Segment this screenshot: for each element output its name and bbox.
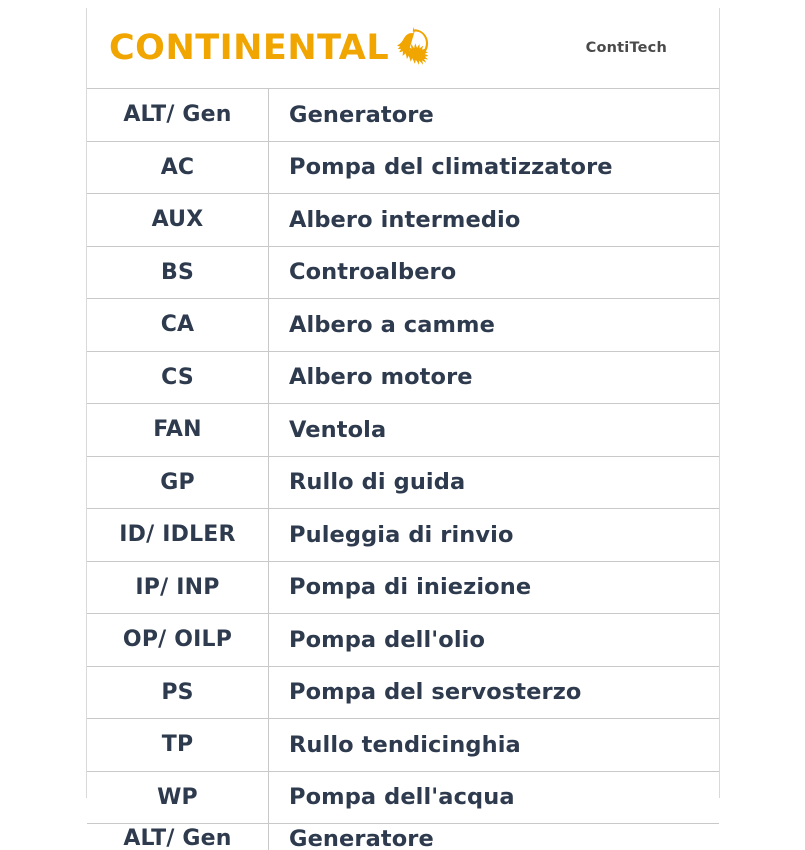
table-row [87,194,719,247]
description-cell: Albero motore [289,364,473,391]
code-cell: CS [87,352,269,404]
description-cell: Pompa di iniezione [289,574,532,601]
catalog-sheet [86,8,720,850]
code-cell: BS [87,247,269,299]
code-cell: CA [87,299,269,351]
sub-brand-label: ContiTech [585,40,667,56]
description-cell: Controalbero [289,259,457,286]
table-row [87,142,719,195]
description-cell: Generatore [289,826,434,850]
description-cell: Pompa del climatizzatore [289,154,613,181]
description-cell: Puleggia di rinvio [289,521,514,548]
table-row [87,299,719,352]
description-cell: Albero a camme [289,311,495,338]
table-row [87,667,719,720]
description-cell: Pompa dell'acqua [289,784,515,811]
code-cell: AC [87,142,269,194]
description-cell: Generatore [289,101,434,128]
description-cell: Pompa dell'olio [289,626,486,653]
code-cell: GP [87,457,269,509]
code-cell: FAN [87,404,269,456]
code-cell: ALT/ Gen [87,824,269,850]
table-row [87,247,719,300]
code-cell: TP [87,719,269,771]
table-row [87,509,719,562]
brand-wordmark: CONTINENTAL [109,27,390,68]
description-cell: Ventola [289,416,387,443]
horse-icon [393,26,433,70]
description-cell: Pompa del servosterzo [289,679,582,706]
continental-logo [109,26,433,70]
description-cell: Rullo tendicinghia [289,731,521,758]
table-row [87,719,719,772]
code-cell: WP [87,772,269,824]
description-cell: Albero intermedio [289,206,521,233]
table-row [87,614,719,667]
code-cell: ALT/ Gen [87,89,269,141]
table-row [87,352,719,405]
table-row [87,457,719,510]
table-row [87,772,719,825]
table-row [87,404,719,457]
abbreviation-table [87,88,719,850]
table-row [87,89,719,142]
description-cell: Rullo di guida [289,469,466,496]
brand-header [87,8,719,88]
code-cell: IP/ INP [87,562,269,614]
code-cell: AUX [87,194,269,246]
code-cell: OP/ OILP [87,614,269,666]
code-cell: ID/ IDLER [87,509,269,561]
code-cell: PS [87,667,269,719]
table-row [87,562,719,615]
table-row [87,824,719,850]
